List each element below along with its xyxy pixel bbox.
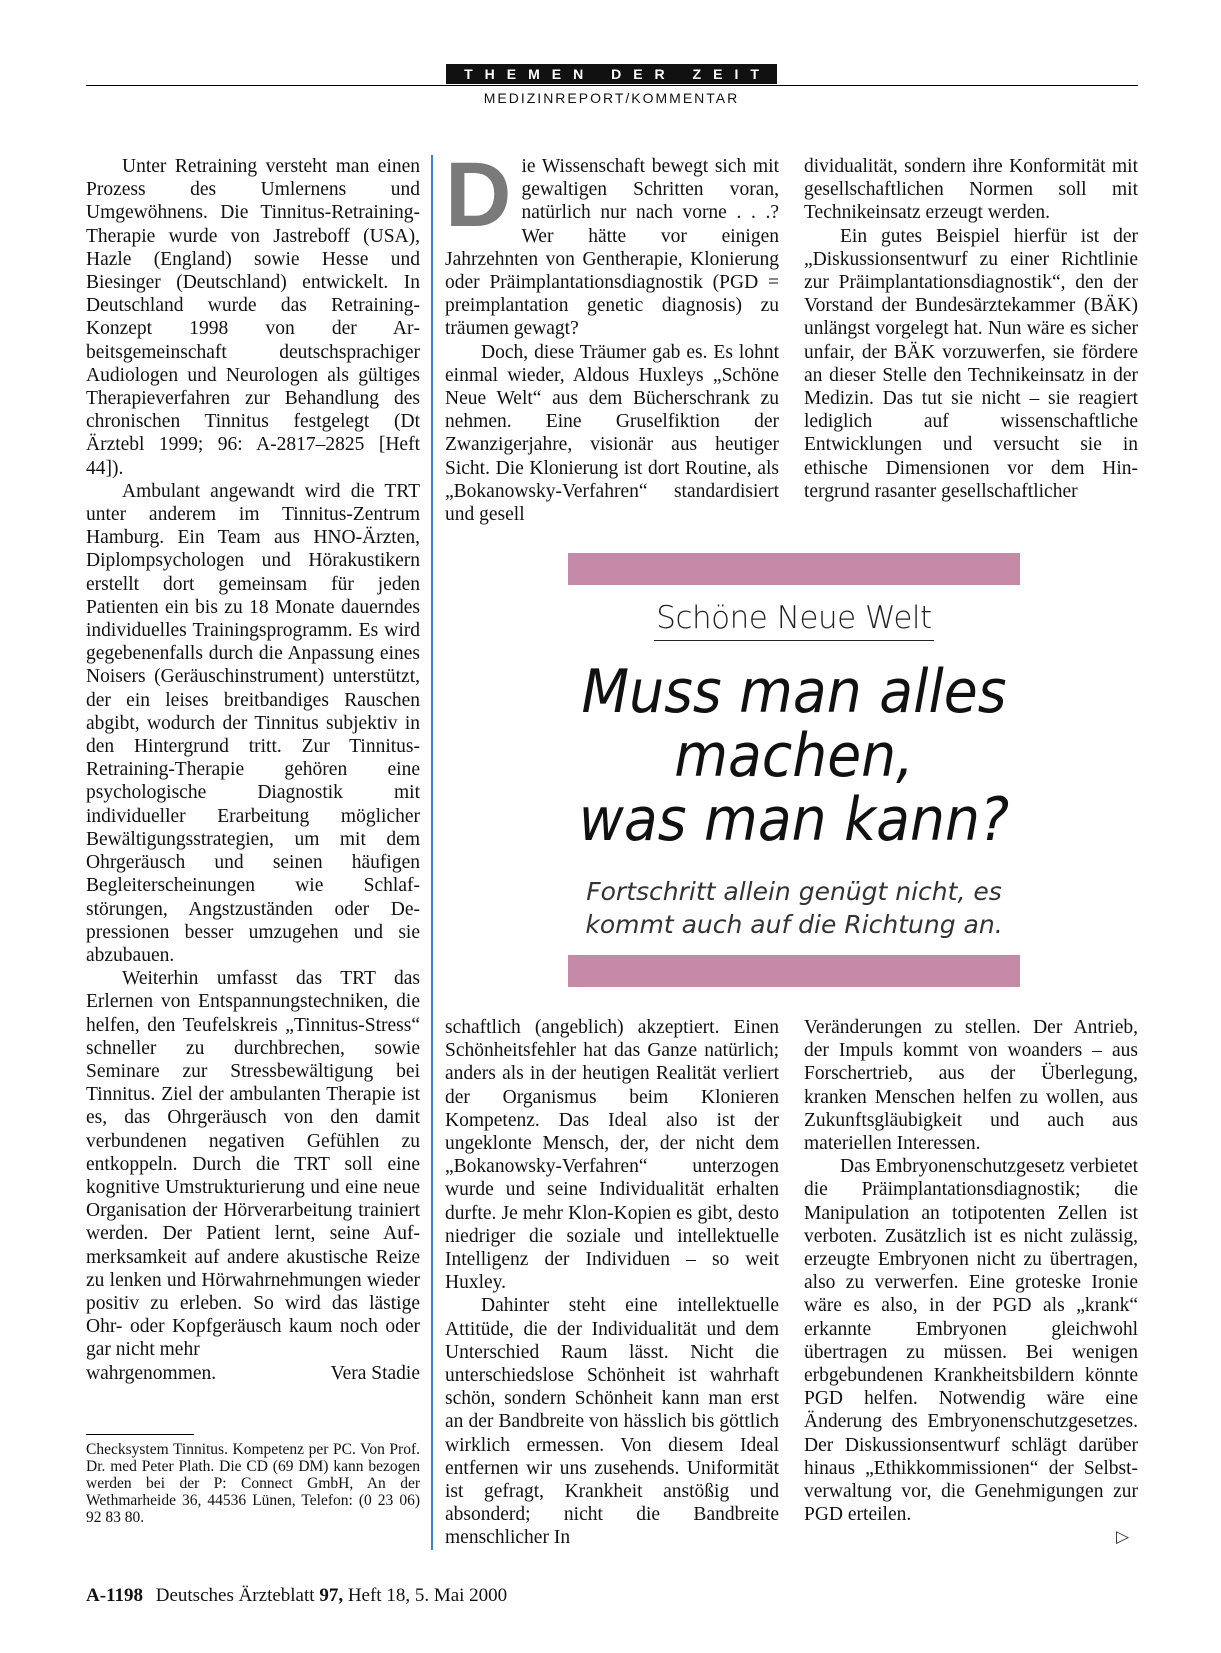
- paragraph: Weiterhin umfasst das TRT das Erlernen von Entspannungstechniken, die helfen, den Teufelskreis „Tinnitus-Stress“ schneller zu durchbrechen, sowie Seminare zur Stressbewältigung bei Tinnitus. Ziel der ambulanten Therapie ist es, das Ohrgeräusch von den damit verbundenen negativen Gefühlen zu entkoppeln. Durch die TRT soll eine kognitive Umstrukturierung und eine neue Organisation der Hörverarbeitung trainiert werden. Der Patient lernt, seine Aufmerksamkeit auf andere akustische Reize zu lenken und Hörwahrnehmungen wieder positiv zu erleben. So wird das lästige Ohr- oder Kopfgeräusch kaum noch oder gar nicht mehr: [86, 968, 420, 1361]
- subsection-label: MEDIZINREPORT/KOMMENTAR: [483, 90, 740, 106]
- paragraph: Ambulant angewandt wird die TRT unter anderem im Tinnitus-Zentrum Hamburg. Ein Team aus HNO-Ärzten, Diplompsychologen und Hörakustikern erstellt dort gemeinsam für jeden Patienten ein bis zu 18 Monate dauerndes individuelles Trainingsprogramm. Es wird gegebenenfalls durch die Anpassung eines Noisers (Geräuschinstrument) unterstützt, der ein leises breitbandiges Rauschen abgibt, wodurch der Tinnitus subjektiv in den Hintergrund tritt. Zur Tinnitus-Retraining-Therapie gehören eine psychologische Diagnostik mit individueller Erarbeitung möglicher Bewältigungsstrategien, um mit dem Ohrgeräusch und seinen häufigen Begleiterscheinungen wie Schlafstörungen, Angstzuständen oder Depressionen besser umzugehen und sie abzubauen.: [86, 480, 420, 966]
- paragraph: schaftlich (angeblich) akzeptiert. Einen Schönheitsfehler hat das Ganze natürlich; anders als in der heutigen Realität verliert der Organismus beim Klonieren Kompetenz. Das Ideal also ist der ungeklonte Mensch, der, der nicht dem „Bokanowsky-Verfahren“ unterzogen wurde und seine Individualität erhalten durfte. Je mehr Klon-Kopien es gibt, desto niedriger die soziale und intellektuelle Intelligenz der Individuen – so weit Huxley.: [445, 1017, 779, 1294]
- section-label: THEMEN DER ZEIT: [446, 64, 777, 84]
- paragraph: Dahinter steht eine intellektuelle Attitüde, die der Individualität und dem Unterschied Raum lässt. Nicht die unterschiedslose Schönheit ist wahrhaft schön, sondern Schönheit kann man erst an der Bandbreite von hässlich bis göttlich wirklich ermessen. Von diesem Ideal entfernen wir uns zusehends. Uniformität ist gefragt, Krankheit anstößig und absonderd; nicht die Bandbreite menschlicher In: [445, 1295, 779, 1549]
- kicker-text: Schöne Neue Welt: [654, 600, 933, 641]
- headline: [542, 657, 1046, 855]
- accent-band-bottom: [568, 955, 1020, 987]
- paragraph: Ein gutes Beispiel hierfür ist der „Diskussionsentwurf zu einer Richtlinie zur Präimplantationsdiagnostik“, den der Vorstand der Bundesärztekammer (BÄK) unlängst vorgelegt hat. Nun wäre es sicher unfair, der BÄK vorzuwerfen, sie fördere an dieser Stelle den Technikeinsatz in der Medizin. Das tut sie nicht – sie reagiert lediglich auf wissenschaftliche Entwicklungen und versucht sie in ethische Dimensionen vor dem Hintergrund rasanter gesellschaftlicher: [804, 225, 1138, 502]
- kicker: [568, 600, 1020, 636]
- column-1: [86, 155, 420, 1385]
- headline-line: machen,: [674, 721, 914, 791]
- subheadline: Fortschritt allein genügt nicht, es kommt auch auf die Richtung an.: [585, 877, 1003, 939]
- page-footer: [86, 1585, 507, 1607]
- journal-name: Deutsches Ärzteblatt: [155, 1585, 315, 1606]
- last-line: wahrgenommen.: [86, 1362, 217, 1384]
- paragraph: Veränderungen zu stellen. Der Antrieb, der Impuls kommt von woanders – aus Forschertrieb, aus der Überlegung, kranken Menschen helfen zu wollen, aus Zukunftsgläubigkeit und auch aus materiellen Interessen.: [804, 1017, 1138, 1155]
- drop-cap: D: [445, 144, 512, 246]
- end-mark-icon: ▷: [1116, 1527, 1130, 1546]
- paragraph: dividualität, sondern ihre Konformität mit gesellschaftlichen Normen soll mit Technikeinsatz erzeugt werden.: [804, 156, 1138, 224]
- paragraph: Unter Retraining versteht man einen Prozess des Umlernens und Umgewöhnens. Die Tinnitus-Retraining-Therapie wurde von Jastreboff (USA), Hazle (England) sowie Hesse und Biesinger (Deutschland) entwickelt. In Deutschland wurde das Retraining-Konzept 1998 von der Arbeitsgemeinschaft deutschsprachiger Audiologen und Neurologen als gültiges Therapieverfahren zur Behandlung des chronischen Tinnitus festgelegt (Dt Ärztebl 1999; 96: A-2817–2825 [Heft 44]).: [86, 156, 420, 479]
- accent-band-top: [568, 553, 1020, 585]
- author-name: Vera Stadie: [330, 1362, 420, 1384]
- article-column-2-bottom: [445, 1016, 779, 1550]
- headline-line: Muss man alles: [581, 657, 1007, 727]
- lead-text: ie Wissenschaft bewegt sich mit gewaltigen Schritten voran, natürlich nur nach vorne . . .? Wer hätte vor einigen Jahrzehnten von Gentherapie, Klonierung oder Präimplantationsdiagnostik (PGD = preimplantation genetic diagnosis) zu träumen gewagt?: [445, 156, 779, 340]
- paragraph: Doch, diese Träumer gab es. Es lohnt einmal wieder, Aldous Huxleys „Schöne Neue Welt“ aus dem Bücherschrank zu nehmen. Eine Gruselfiktion der Zwanzigerjahre, visionär aus heutiger Sicht. Die Klonierung ist dort Routine, als „Bokanowsky-Verfahren“ standardisiert und gesell: [445, 341, 779, 526]
- column-divider: [431, 155, 433, 1550]
- issue: Heft 18, 5. Mai 2000: [347, 1585, 508, 1606]
- article-column-3-top: [804, 155, 1138, 503]
- footnote-rule: [86, 1434, 194, 1435]
- volume: 97,: [319, 1585, 344, 1606]
- lead-paragraph: [445, 144, 779, 341]
- paragraph: Das Embryonenschutzgesetz verbietet die Präimplantationsdiagnostik; die Manipulation an totipotenten Zellen ist verboten. Zusätzlich ist es nicht zulässig, erzeugte Embryonen nicht zu übertragen, also zu verwerfen. Eine groteske Ironie wäre es also, in der PGD als „krank“ erkannte Embryonen gleichwohl übertragen zu müssen. Bei wenigen erbgebundenen Krankheitsbildern könnte PGD helfen. Notwendig wäre eine Änderung des Embryonenschutzgesetzes. Der Diskussionsentwurf schlägt darüber hinaus „Ethikkommissionen“ der Selbstverwaltung vor, die Genehmigungen zur PGD erteilen.: [804, 1156, 1138, 1526]
- article-column-3-bottom: [804, 1016, 1138, 1526]
- signature-line: [86, 1362, 420, 1385]
- header-rule: [86, 85, 1138, 86]
- headline-line: was man kann?: [578, 785, 1010, 855]
- page-number: A-1198: [86, 1585, 143, 1606]
- footnote: Checksystem Tinnitus. Kompetenz per PC. Von Prof. Dr. med Peter Plath. Die CD (69 DM) kann bezogen werden bei der P: Connect GmbH, An der Wethmarheide 36, 44536 Lünen, Telefon: (0 23 06) 92 83 80.: [86, 1441, 420, 1526]
- article-column-2-top: [445, 144, 779, 526]
